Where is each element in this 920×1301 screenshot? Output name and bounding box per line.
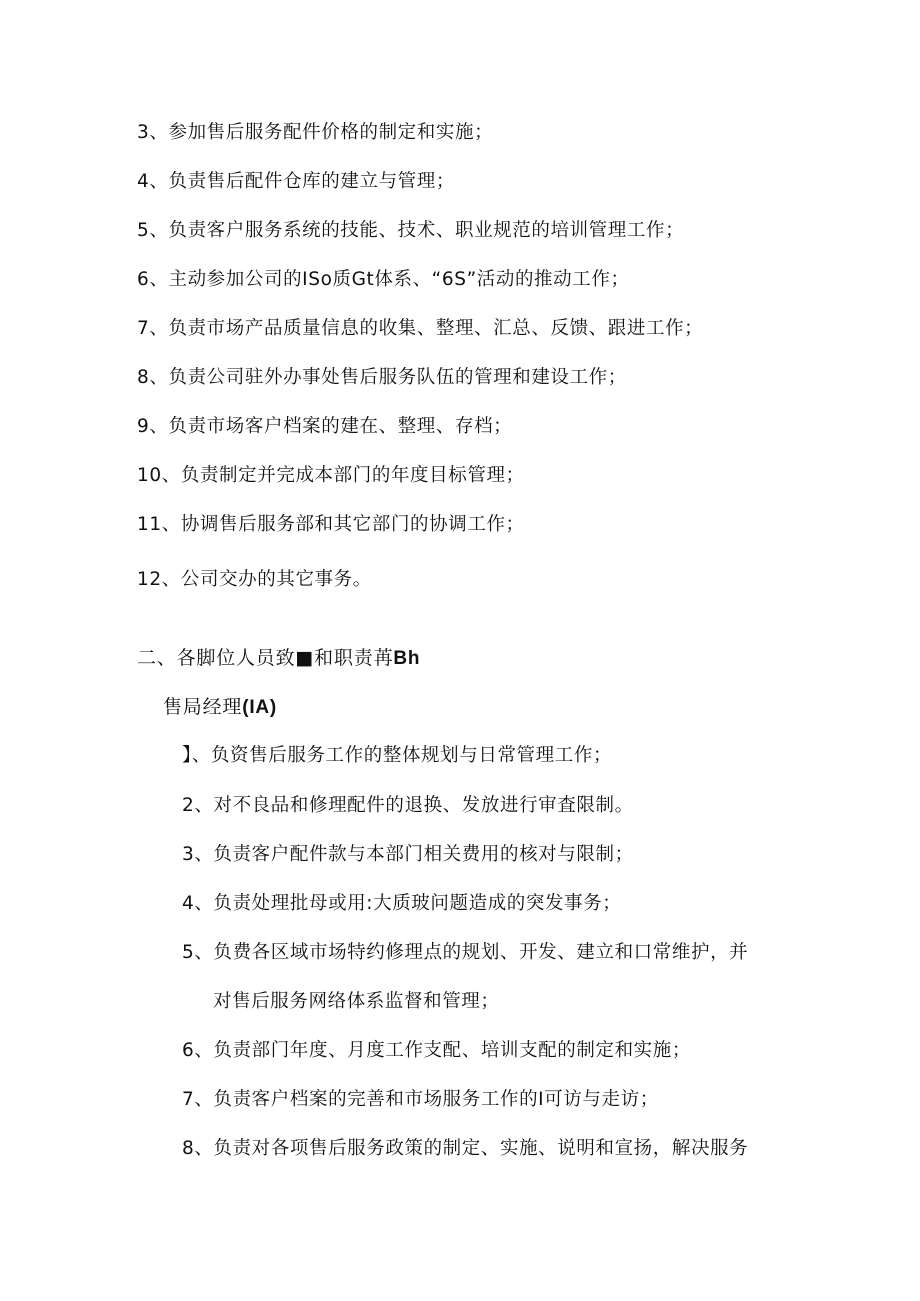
duty-item-3: 3、参加售后服务配件价格的制定和实施； (137, 122, 494, 143)
duty-item-7: 7、负责市场产品质量信息的收集、整理、汇总、反馈、跟进工作； (137, 318, 704, 339)
sub-heading-suffix: (IA) (242, 697, 278, 718)
duty-item-10: 10、负责制定并完成本部门的年度目标管理； (137, 465, 525, 486)
manager-duty-6: 6、负责部门年度、月度工作支配、培训支配的制定和实施； (182, 1040, 691, 1061)
sub-heading (163, 695, 277, 720)
duty-item-9: 9、负责市场客户档案的建在、整理、存档； (137, 416, 513, 437)
manager-duty-3: 3、负责客户配件款与本部门相关费用的核对与限制； (182, 844, 634, 865)
duty-item-5: 5、负责客户服务系统的技能、技术、职业规范的培训管理工作； (137, 220, 685, 241)
duty-item-11: 11、协调售后服务部和其它部门的协调工作； (137, 514, 525, 535)
sub-heading-text: 售局经理 (163, 696, 243, 718)
manager-duty-5: 5、负费各区域市场特约修理点的规划、开发、建立和口常维护，并 (182, 942, 749, 963)
duty-item-6: 6、主动参加公司的ISo质Gt体系、“6S”活动的推动工作； (137, 269, 630, 290)
duty-item-12: 12、公司交办的其它事务。 (137, 569, 372, 590)
section-heading-suffix: Bh (393, 648, 421, 669)
section-heading (137, 646, 420, 671)
duty-item-8: 8、负责公司驻外办事处售后服务队伍的管理和建设工作； (137, 367, 627, 388)
manager-duty-4: 4、负责处理批母或用:大质玻问题造成的突发事务； (182, 893, 622, 914)
duty-item-4: 4、负责售后配件仓库的建立与管理； (137, 171, 455, 192)
manager-duty-7: 7、负责客户档案的完善和市场服务工作的I可访与走访； (182, 1089, 659, 1110)
manager-duty-2: 2、对不良品和修理配件的退换、发放进行审査限制。 (182, 795, 634, 816)
manager-duty-8: 8、负责对各项售后服务政策的制定、实施、说明和宣扬，解决服务 (182, 1138, 749, 1159)
manager-duty-1: 】、负资售后服务工作的整体规划与日常管理工作； (182, 745, 613, 766)
manager-duty-5-continued: 对售后服务网络体系监督和管理； (213, 991, 500, 1012)
section-heading-text-2: 和职责苒 (314, 647, 394, 669)
section-heading-text: 二、各脚位人员致 (137, 647, 296, 669)
square-glyph: ■ (295, 647, 315, 669)
